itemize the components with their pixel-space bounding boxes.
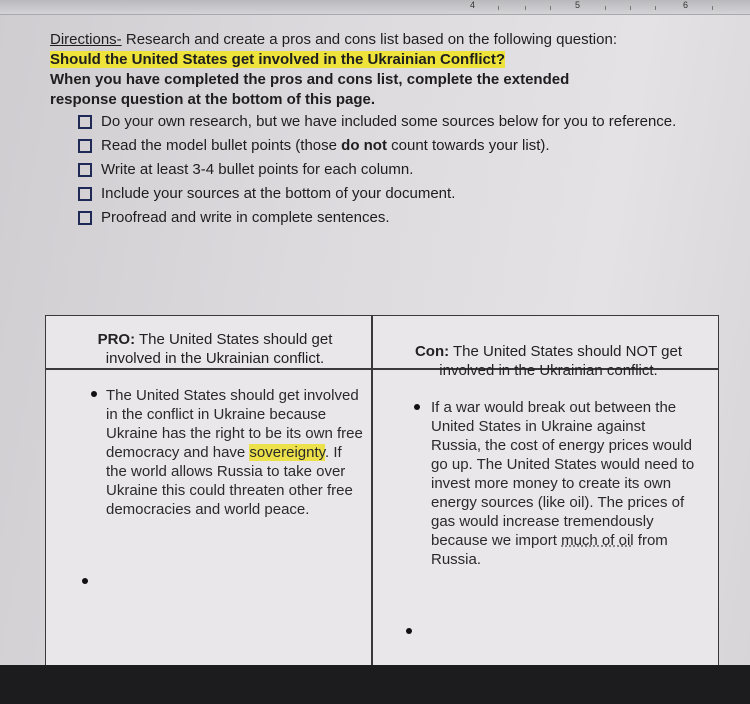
checklist-item[interactable]: Write at least 3-4 bullet points for each column. [78,160,730,180]
ruler-number: 6 [683,0,689,10]
bullet-icon [91,391,97,397]
checklist-item[interactable]: Proofread and write in complete sentences. [78,208,730,228]
checkbox-icon[interactable] [78,211,92,225]
instructions-line: When you have completed the pros and cons list, complete the extended [50,71,570,88]
ruler [0,0,750,15]
pro-bullet-text[interactable]: The United States should get involved in the conflict in Ukraine because Ukraine has the right to be its own free democracy and have sovereignty. If the world allows Russia to take over Ukraine this could threaten other free democracies and world peace. [106,387,363,518]
pro-header[interactable]: PRO: The United States should get involved in the Ukrainian conflict. [97,331,333,367]
empty-bullet-icon[interactable] [406,628,412,634]
directions-heading: Directions- [50,31,122,48]
directions-section [50,30,730,232]
checklist [78,112,730,228]
sovereignty-highlight: sovereignty [249,444,326,461]
checkbox-icon[interactable] [78,187,92,201]
con-bullet-text[interactable]: If a war would break out between the United States in Ukraine against Russia, the cost of energy prices would go up. The United States would need to invest more money to create its own energy sources (like oil). The prices of gas would increase tremendously because we import much of oil from Russia. [431,399,695,568]
checklist-item[interactable]: Do your own research, but we have included some sources below for you to reference. [78,112,730,132]
checkbox-icon[interactable] [78,139,92,153]
con-header[interactable]: Con: The United States should NOT get involved in the Ukrainian conflict. [414,343,683,379]
ruler-number: 4 [470,0,476,10]
ruler-number: 5 [575,0,581,10]
screen-bezel [0,665,750,704]
empty-bullet-icon[interactable] [82,578,88,584]
instructions-line: response question at the bottom of this page. [50,91,376,108]
checklist-item[interactable]: Include your sources at the bottom of your document. [78,184,730,204]
checkbox-icon[interactable] [78,163,92,177]
directions-text: Research and create a pros and cons list based on the following question: [121,31,617,48]
checkbox-icon[interactable] [78,115,92,129]
pros-cons-table [45,315,719,667]
bullet-icon [414,404,420,410]
checklist-item[interactable]: Read the model bullet points (those do not count towards your list). [78,136,730,156]
question-highlight: Should the United States get involved in the Ukrainian Conflict? [50,51,506,68]
